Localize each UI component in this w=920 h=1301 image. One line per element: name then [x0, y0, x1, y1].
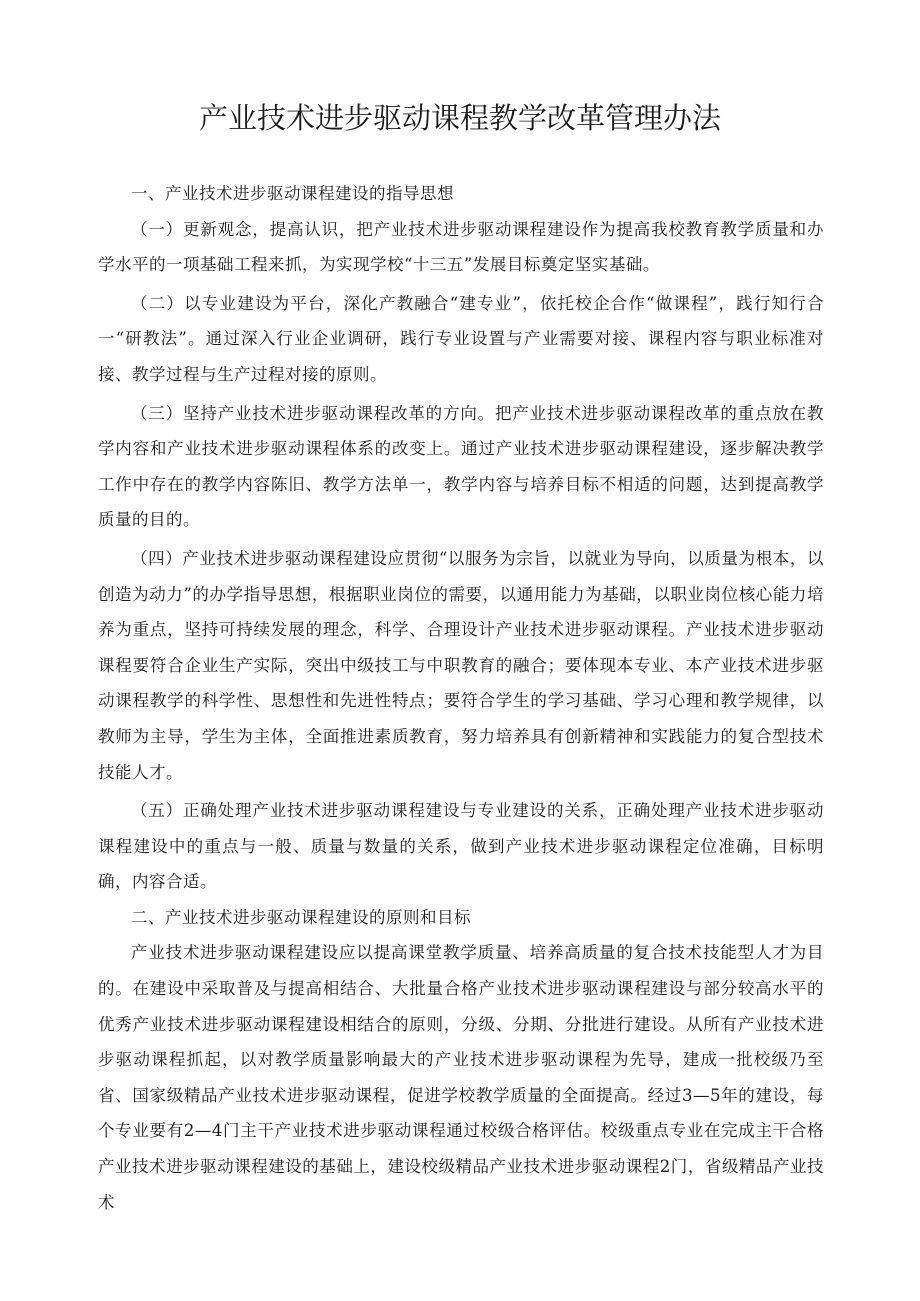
paragraph-6: 产业技术进步驱动课程建设应以提高课堂教学质量、培养高质量的复合技术技能型人才为目的。在建设中采取普及与提高相结合、大批量合格产业技术进步驱动课程建设与部分较高水平的优秀产业技术进步驱动课程建设相结合的原则，分级、分期、分批进行建设。从所有产业技术进步驱动课程抓起，以对教学质量影响最大的产业技术进步驱动课程为先导，建成一批校级乃至省、国家级精品产业技术进步驱动课程，促进学校教学质量的全面提高。经过3—5年的建设，每个专业要有2—4门主干产业技术进步驱动课程通过校级合格评估。校级重点专业在完成主干合格产业技术进步驱动课程建设的基础上，建设校级精品产业技术进步驱动课程2门，省级精品产业技术	[98, 943, 824, 1212]
paragraph-1: （一）更新观念，提高认识，把产业技术进步驱动课程建设作为提高我校教育教学质量和办学水平的一项基础工程来抓，为实现学校“十三五”发展目标奠定坚实基础。	[98, 219, 824, 275]
paragraph-5: （五）正确处理产业技术进步驱动课程建设与专业建设的关系，正确处理产业技术进步驱动课程建设中的重点与一般、质量与数量的关系，做到产业技术进步驱动课程定位准确，目标明确，内容合适。	[98, 801, 824, 892]
document-title: 产业技术进步驱动课程教学改革管理办法	[198, 101, 721, 135]
paragraph-2: （二）以专业建设为平台，深化产教融合“建专业”，依托校企合作“做课程”，践行知行合一“研教法”。通过深入行业企业调研，践行专业设置与产业需要对接、课程内容与职业标准对接、教学过程与生产过程对接的原则。	[98, 293, 824, 384]
paragraph-3: （三）坚持产业技术进步驱动课程改革的方向。把产业技术进步驱动课程改革的重点放在教学内容和产业技术进步驱动课程体系的改变上。通过产业技术进步驱动课程建设，逐步解决教学工作中存在的教学内容陈旧、教学方法单一，教学内容与培养目标不相适的问题，达到提高教学质量的目的。	[98, 403, 824, 530]
paragraph-4: （四）产业技术进步驱动课程建设应贯彻“以服务为宗旨，以就业为导向，以质量为根本，以创造为动力”的办学指导思想，根据职业岗位的需要，以通用能力为基础，以职业岗位核心能力培养为重点，坚持可持续发展的理念，科学、合理设计产业技术进步驱动课程。产业技术进步驱动课程要符合企业生产实际，突出中级技工与中职教育的融合；要体现本专业、本产业技术进步驱动课程教学的科学性、思想性和先进性特点；要符合学生的学习基础、学习心理和教学规律，以教师为主导，学生为主体，全面推进素质教育，努力培养具有创新精神和实践能力的复合型技术技能人才。	[98, 548, 824, 782]
document-body	[98, 176, 824, 1220]
section-heading-1: 一、产业技术进步驱动课程建设的指导思想	[131, 184, 454, 203]
section-heading-2: 二、产业技术进步驱动课程建设的原则和目标	[131, 907, 471, 927]
